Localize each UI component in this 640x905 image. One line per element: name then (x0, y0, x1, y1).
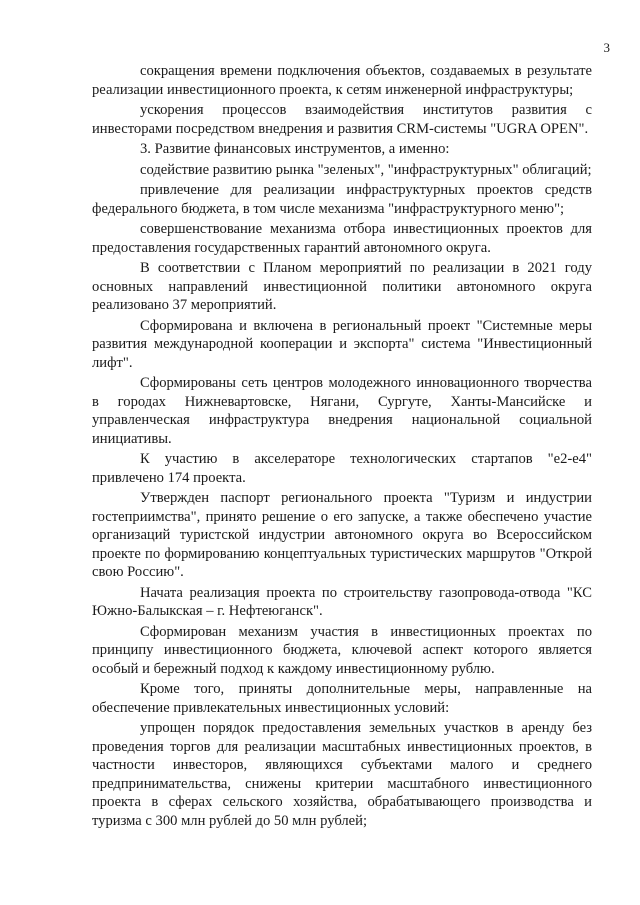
paragraph: Сформирована и включена в региональный проект "Системные меры развития международной кооперации и экспорта" система "Инвестиционный лифт". (92, 317, 592, 371)
paragraph: Кроме того, приняты дополнительные меры, направленные на обеспечение привлекательных инвестиционных условий: (92, 681, 592, 716)
paragraph: ускорения процессов взаимодействия институтов развития с инвесторами посредством внедрения и развития CRM-системы "UGRA OPEN". (92, 102, 592, 137)
paragraph: В соответствии с Планом мероприятий по реализации в 2021 году основных направлений инвестиционной политики автономного округа реализовано 37 мероприятий. (92, 260, 592, 313)
paragraph: 3. Развитие финансовых инструментов, а именно: (140, 141, 450, 157)
document-body (92, 62, 592, 832)
paragraph: Сформирован механизм участия в инвестиционных проектах по принципу инвестиционного бюджета, ключевой аспект которого является особый и бережный подход к каждому инвестиционному рублю. (92, 623, 592, 677)
paragraph: Начата реализация проекта по строительству газопровода-отвода "КС Южно-Балыкская – г. Нефтеюганск". (92, 584, 592, 619)
paragraph: упрощен порядок предоставления земельных участков в аренду без проведения торгов для реализации масштабных инвестиционных проектов, в частности инвесторов, являющихся субъектами малого и среднего предпринимательства, снижены критерии масштабного инвестиционного проекта в сферах сельского хозяйства, обрабатывающего производства и туризма с 300 млн рублей до 50 млн рублей; (92, 720, 592, 829)
page-number: 3 (603, 40, 610, 55)
paragraph: К участию в акселераторе технологических стартапов "е2-е4" привлечено 174 проекта. (92, 451, 592, 486)
paragraph: Сформированы сеть центров молодежного инновационного творчества в городах Нижневартовске, Нягани, Сургуте, Ханты-Мансийске и управленческая инфраструктура внедрения национальной социальной инициативы. (92, 375, 592, 447)
paragraph: сокращения времени подключения объектов, создаваемых в результате реализации инвестиционного проекта, к сетям инженерной инфраструктуры; (92, 63, 592, 98)
paragraph: содействие развитию рынка "зеленых", "инфраструктурных" облигаций; (140, 161, 592, 178)
paragraph: совершенствование механизма отбора инвестиционных проектов для предоставления государственных гарантий автономного округа. (92, 221, 592, 256)
paragraph: Утвержден паспорт регионального проекта "Туризм и индустрии гостеприимства", принято решение о его запуске, а также обеспечено участие организаций туристской индустрии автономного округа во Всероссийском проекте по формированию концептуальных туристических маршрутов "Открой свою Россию". (92, 490, 592, 580)
paragraph: привлечение для реализации инфраструктурных проектов средств федерального бюджета, в том числе механизма "инфраструктурного меню"; (92, 182, 592, 217)
